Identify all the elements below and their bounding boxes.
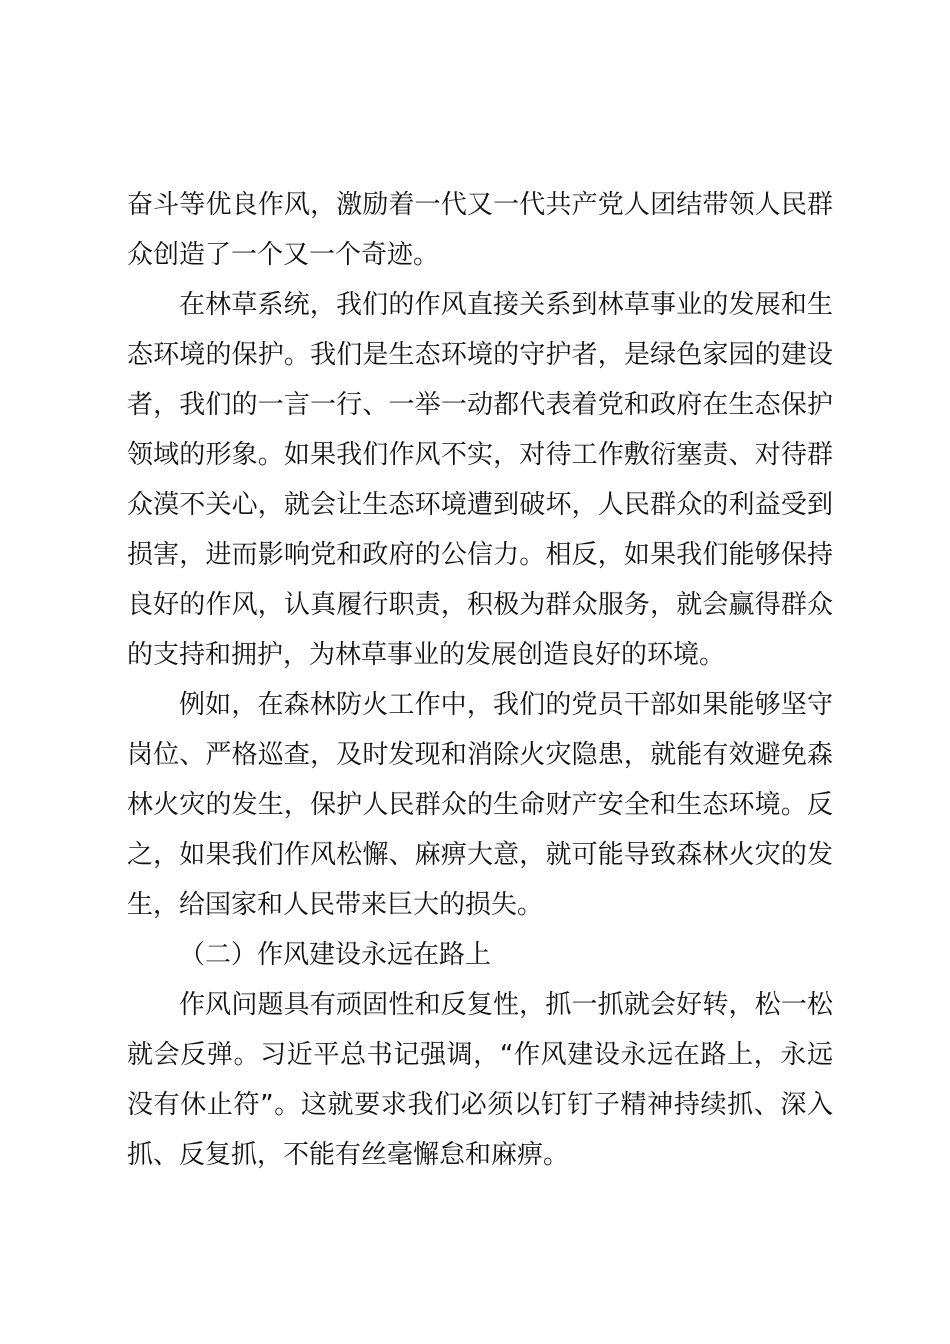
paragraph-fire-prevention-example: 例如，在森林防火工作中，我们的党员干部如果能够坚守岗位、严格巡查，及时发现和消除火灾隐患，就能有效避免森林火灾的发生，保护人民群众的生命财产安全和生态环境。反之，如果我们作风松懈、麻痹大意，就可能导致森林火灾的发生，给国家和人民带来巨大的损失。 (127, 690, 833, 920)
paragraph-continuation: 奋斗等优良作风，激励着一代又一代共产党人团结带领人民群众创造了一个又一个奇迹。 (127, 190, 833, 270)
document-body (127, 180, 833, 1180)
section-heading: （二）作风建设永远在路上 (179, 940, 492, 970)
paragraph-style-building: 作风问题具有顽固性和反复性，抓一抓就会好转，松一松就会反弹。习近平总书记强调，“作风建设永远在路上，永远没有休止符”。这就要求我们必须以钉钉子精神持续抓、深入抓、反复抓，不能有丝毫懈怠和麻痹。 (127, 990, 833, 1170)
paragraph-forestry-system-style: 在林草系统，我们的作风直接关系到林草事业的发展和生态环境的保护。我们是生态环境的守护者，是绿色家园的建设者，我们的一言一行、一举一动都代表着党和政府在生态保护领域的形象。如果我们作风不实，对待工作敷衍塞责、对待群众漠不关心，就会让生态环境遭到破坏，人民群众的利益受到损害，进而影响党和政府的公信力。相反，如果我们能够保持良好的作风，认真履行职责，积极为群众服务，就会赢得群众的支持和拥护，为林草事业的发展创造良好的环境。 (127, 290, 833, 670)
